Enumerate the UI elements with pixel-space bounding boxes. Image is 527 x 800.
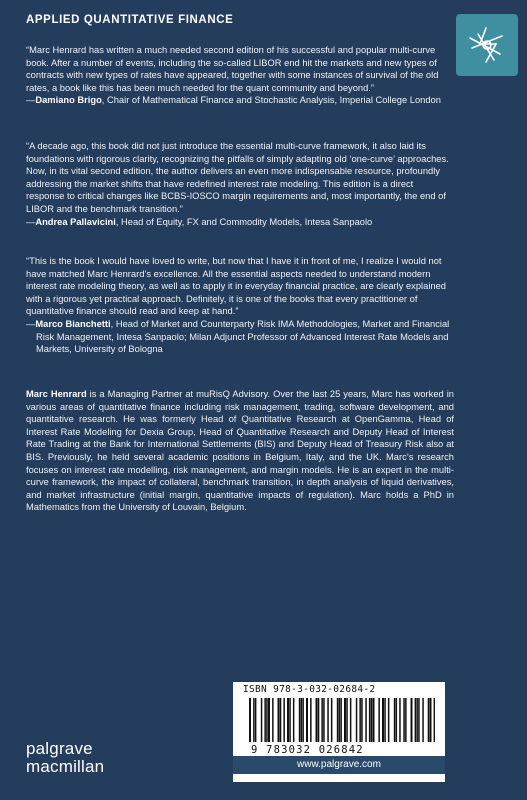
publisher-url[interactable]: www.palgrave.com: [233, 756, 445, 774]
quote-attribution: —Andrea Pallavicini, Head of Equity, FX and Commodity Models, Intesa Sanpaolo: [26, 216, 373, 227]
quote-text: “A decade ago, this book did not just introduce the essential multi-curve framework, it also laid its foundations with rigorous clarity, recognizing the pitfalls of simply adapting old ‘one-curve’ approaches. Now, in its vital second edition, the author delivers an even more indispensable resource, profoundly addressing the market shifts that have redefined interest rate modeling. This edition is a direct response to critical changes like BCBS-IOSCO margin requirements and, most importantly, the end of LIBOR and the benchmark transition.”: [26, 141, 449, 214]
barcode-bar: [327, 698, 329, 742]
barcode-bar: [388, 698, 390, 742]
barcode-bar: [382, 698, 384, 742]
barcode-bar: [418, 698, 420, 742]
quote-affiliation: , Chair of Mathematical Finance and Stochastic Analysis, Imperial College London: [101, 95, 441, 106]
barcode-bar: [253, 698, 255, 742]
barcode-bar: [371, 698, 373, 742]
barcode-bar: [359, 698, 361, 742]
barcode-bar: [340, 698, 342, 742]
quote-affiliation: , Head of Equity, FX and Commodity Models, Intesa Sanpaolo: [115, 216, 373, 227]
publisher-logo: [26, 740, 104, 776]
barcode-bar: [287, 698, 289, 742]
publisher-name-line1: palgrave: [26, 739, 93, 758]
barcode-bar: [339, 698, 341, 742]
barcode-bar: [384, 698, 386, 742]
series-title: APPLIED QUANTITATIVE FINANCE: [26, 14, 234, 26]
bio-author-name: Marc Henrard: [26, 389, 87, 399]
barcode-bar: [346, 698, 348, 742]
quote-attribution: —Marco Bianchetti, Head of Market and Counterparty Risk IMA Methodologies, Market and Financial Risk Management, Intesa Sanpaolo; Milan Adjunct Professor of Advanced Interest Rate Models and Markets, University of Bologna: [26, 318, 450, 355]
barcode-bar: [310, 698, 312, 742]
barcode-bar: [434, 698, 435, 742]
barcode-bar: [356, 698, 358, 742]
barcode-bar: [293, 698, 295, 742]
barcode-bar: [344, 698, 346, 742]
barcode-bar: [249, 698, 251, 742]
barcode-bar: [268, 698, 270, 742]
barcode-bar: [369, 698, 371, 742]
quote-author: Andrea Pallavicini: [35, 216, 116, 227]
quote-text: “This is the book I would have loved to write, but now that I have it in front of me, I realize I would not have matched Marc Henrard’s excellence. All the essential aspects needed to understand modern interest rate modeling theory, as well as to apply it in everyday financial practice, are clearly explained with a rigorous yet practical approach. Definitely, it is one of the books that every practitioner of quantitative finance should read and keep at hand.”: [26, 256, 446, 317]
barcode-bar: [430, 698, 432, 742]
barcode-bar: [321, 698, 323, 742]
barcode-bar: [373, 698, 375, 742]
quote-author: Damiano Brigo: [35, 95, 102, 106]
barcode-bar: [337, 698, 339, 742]
quote-affiliation: , Head of Market and Counterparty Risk IMA Methodologies, Market and Financial Risk Management, Intesa Sanpaolo; Milan Adjunct Professor of Advanced Interest Rate Models and Markets, University of Bologna: [36, 318, 450, 355]
barcode-bar: [264, 698, 266, 742]
quote-text: “Marc Henrard has written a much needed second edition of his successful and popular multi-curve book. After a number of events, including the so-called LIBOR end hit the markets and new types of contracts with new types of rates have appeared, together with some instances of survival of the old rates, a book like this has been much needed for the quant community and beyond.”: [26, 45, 439, 93]
isbn-label: ISBN 978-3-032-02684-2: [243, 684, 376, 695]
barcode-bar: [428, 698, 430, 742]
barcode-bar: [378, 698, 380, 742]
barcode-bar: [394, 698, 396, 742]
author-bio: [26, 388, 454, 514]
barcode-bar: [396, 698, 398, 742]
barcode-bar: [422, 698, 424, 742]
barcode-bar: [299, 698, 301, 742]
barcode-bar: [331, 698, 333, 742]
barcode-bar: [278, 698, 280, 742]
barcode-bar: [365, 698, 367, 742]
barcode-bar: [399, 698, 401, 742]
barcode-bar: [318, 698, 320, 742]
bio-text: is a Managing Partner at muRisQ Advisory. Over the last 25 years, Marc has worked in various areas of quantitative finance including risk management, trading, software development, and quantitative research. He was formerly Head of Quantitative Research at OpenGamma, Head of Interest Rate Modeling for Dexia Group, Head of Quantitative Research and Deputy Head of Interest Rate Trading at the Bank for International Settlements (BIS) and Deputy Head of Treasury Risk also at BIS. Previously, he held several academic positions in Belgium, Italy, and the UK. Marc’s research focuses on interest rate modelling, risk management, and margin models. He is an expert in the multi-curve framework, the impact of collateral, benchmark transition, in depth analysis of liquid derivatives, and market infrastructure (initial margin, quantitative impacts of regulation). Marc holds a PhD in Mathematics from the University of Louvain, Belgium.: [26, 389, 454, 513]
barcode-bar: [411, 698, 413, 742]
barcode-bar: [261, 698, 263, 742]
barcode-bar: [323, 698, 325, 742]
barcode-bar: [416, 698, 418, 742]
quote-author: Marco Bianchetti: [35, 318, 111, 329]
barcode-bar: [280, 698, 282, 742]
barcode-bar: [350, 698, 352, 742]
barcode-bar: [306, 698, 308, 742]
barcode-bar: [403, 698, 405, 742]
barcode-bar: [302, 698, 304, 742]
endorsement-quote-3: [26, 255, 454, 356]
barcode-bar: [272, 698, 274, 742]
quote-attribution: —Damiano Brigo, Chair of Mathematical Finance and Stochastic Analysis, Imperial College London: [26, 95, 441, 106]
barcode-bar: [283, 698, 285, 742]
barcode-digits: 9 783032 026842: [251, 744, 364, 756]
barcode-bar: [361, 698, 363, 742]
publisher-name-line2: macmillan: [26, 757, 105, 776]
barcode-bar: [301, 698, 303, 742]
endorsement-quote-1: [26, 44, 454, 107]
barcode-bar: [255, 698, 257, 742]
barcode-bar: [266, 698, 268, 742]
series-logo-icon: [456, 14, 518, 76]
barcode-bar: [316, 698, 318, 742]
barcode-bar: [405, 698, 407, 742]
endorsement-quote-2: [26, 140, 454, 228]
barcode-bar: [289, 698, 291, 742]
barcode-bars: [243, 698, 435, 744]
barcode-bar: [415, 698, 417, 742]
